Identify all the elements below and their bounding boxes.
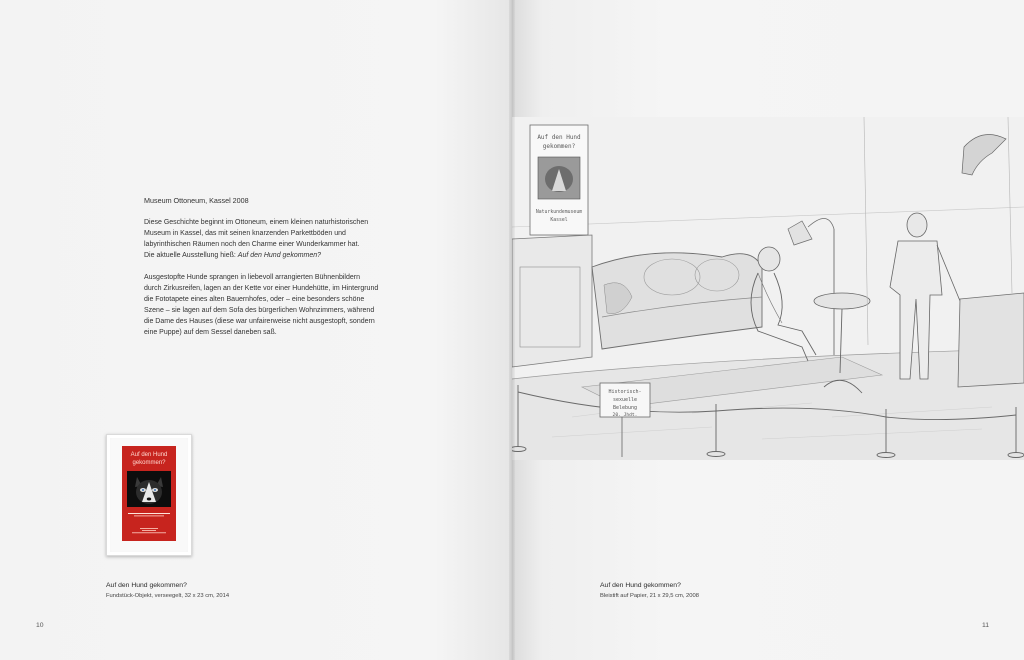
man-figure-drawing	[907, 213, 927, 237]
article-heading: Museum Ottoneum, Kassel 2008	[144, 196, 249, 205]
p1-line: Museum in Kassel, das mit seinen knarzenden Parkettböden und	[144, 230, 346, 237]
left-caption-details: Fundstück-Objekt, verseegelt, 32 x 23 cm, 2014	[106, 593, 230, 599]
p1-line: Diese Geschichte beginnt im Ottoneum, einem kleinen naturhistorischen	[144, 219, 369, 226]
page-number-right: 11	[982, 622, 990, 629]
p1-line: labyrinthischen Räumen noch den Charme einer Wunderkammer hat.	[144, 241, 360, 248]
exhibition-title: Auf den Hund gekommen?	[237, 252, 322, 259]
book-gutter	[509, 0, 515, 660]
poster	[122, 446, 176, 541]
paragraph-1	[144, 217, 404, 261]
woman-figure-drawing	[758, 247, 780, 271]
sign-title-line1: Auf den Hund	[537, 134, 581, 141]
article-text	[144, 195, 404, 349]
right-caption	[600, 581, 699, 601]
p2-line: die Dame des Hauses (diese war unfairerweise nicht ausgestopft, sondern	[144, 318, 375, 325]
paragraph-2	[144, 272, 404, 338]
p2-line: durch Zirkusreifen, lagen an der Kette vor einer Hundehütte, im Hintergrund	[144, 285, 379, 292]
left-caption-title: Auf den Hund gekommen?	[106, 582, 187, 589]
sign-title-line2: gekommen?	[542, 143, 576, 150]
poster-title: Auf den Hund gekommen?	[130, 452, 168, 466]
husky-photo	[127, 471, 171, 507]
right-caption-title: Auf den Hund gekommen?	[600, 582, 681, 589]
poster-subtitle	[124, 512, 174, 519]
p2-line: Szene – sie lagen auf dem Sofa des bürgerlichen Wohnzimmers, während	[144, 307, 375, 314]
pencil-drawing-museum-room	[512, 117, 1024, 460]
sign-museum-line2: Kassel	[550, 218, 568, 223]
poster-footer-lines	[124, 527, 174, 535]
right-caption-details: Bleistift auf Papier, 21 x 29,5 cm, 2008	[600, 593, 699, 599]
p2-line: Ausgestopfte Hunde sprangen in liebevoll arrangierten Bühnenbildern	[144, 274, 360, 281]
poster-footer	[124, 527, 174, 536]
svg-text:Historisch-: Historisch-	[608, 389, 642, 395]
p1-line: Die aktuelle Ausstellung hieß:	[144, 252, 238, 259]
svg-text:sexuelle: sexuelle	[612, 397, 638, 403]
right-page	[512, 0, 1024, 660]
p2-line: die Fototapete eines alten Bauernhofes, oder – eine besonders schöne	[144, 296, 365, 303]
left-caption	[106, 581, 229, 601]
poster-text-lines	[124, 512, 174, 518]
p2-line: eine Puppe) auf dem Sessel daneben saß.	[144, 329, 277, 336]
sign-museum-line1: Naturkundemuseum	[535, 210, 583, 215]
svg-text:20. Jhdt.: 20. Jhdt.	[612, 413, 638, 418]
svg-text:Belebung: Belebung	[612, 405, 638, 411]
framed-object-image	[106, 434, 192, 556]
husky-face-icon	[127, 471, 171, 507]
page-number-left: 10	[36, 622, 44, 629]
side-table-drawing	[814, 293, 870, 309]
